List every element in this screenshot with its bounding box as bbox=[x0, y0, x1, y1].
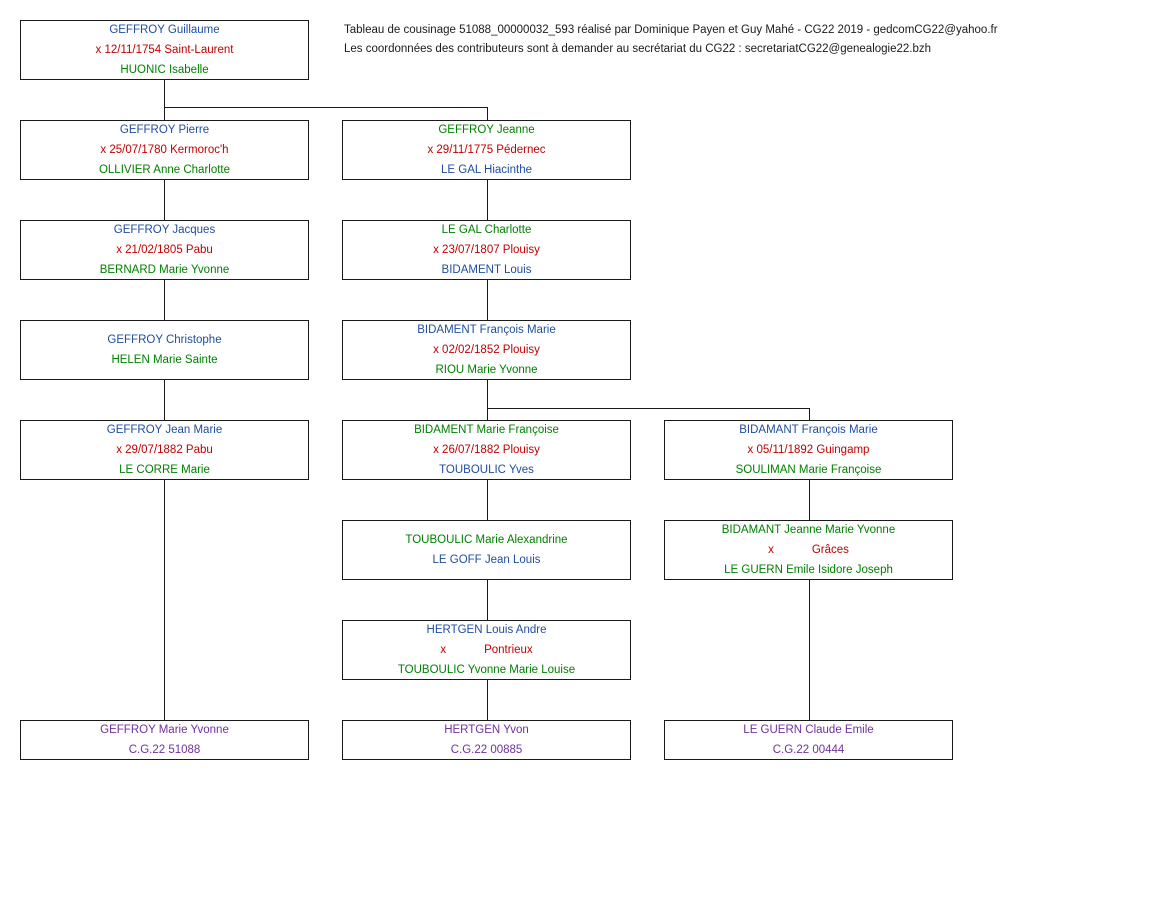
marriage-x: x bbox=[768, 544, 774, 556]
credits-line-2: Les coordonnées des contributeurs sont à demander au secrétariat du CG22 : secretariatCG22@genealogie22.bzh bbox=[344, 43, 932, 55]
marriage-info: x 23/07/1807 Plouisy bbox=[433, 244, 540, 256]
person-name: HERTGEN Yvon bbox=[444, 724, 529, 736]
marriage-info: x 21/02/1805 Pabu bbox=[116, 244, 213, 256]
person-name: GEFFROY Jean Marie bbox=[106, 424, 223, 436]
person-name: GEFFROY Guillaume bbox=[109, 24, 220, 36]
connector-line bbox=[164, 107, 487, 108]
spouse-name: BERNARD Marie Yvonne bbox=[99, 264, 230, 276]
marriage-info: x 02/02/1852 Plouisy bbox=[433, 344, 540, 356]
connector-line bbox=[487, 280, 488, 320]
marriage-info bbox=[343, 640, 630, 660]
marriage-info: x 25/07/1780 Kermoroc'h bbox=[100, 144, 229, 156]
spouse-name: HELEN Marie Sainte bbox=[111, 354, 218, 366]
connector-line bbox=[809, 580, 810, 720]
connector-line bbox=[487, 408, 809, 409]
person-name: GEFFROY Jeanne bbox=[438, 124, 535, 136]
person-box-geffroy-marie-yvonne[interactable] bbox=[20, 720, 309, 760]
chart-credits bbox=[344, 21, 1144, 59]
connector-line bbox=[487, 580, 488, 620]
person-box-bidament-francois-marie[interactable] bbox=[342, 320, 631, 380]
marriage-info: x 26/07/1882 Plouisy bbox=[433, 444, 540, 456]
person-box-geffroy-guillaume[interactable] bbox=[20, 20, 309, 80]
person-name: GEFFROY Pierre bbox=[119, 124, 210, 136]
connector-line bbox=[487, 107, 488, 120]
person-name: GEFFROY Jacques bbox=[113, 224, 216, 236]
person-box-touboulic-marie-alexandrine[interactable] bbox=[342, 520, 631, 580]
connector-line bbox=[809, 408, 810, 420]
person-name: GEFFROY Marie Yvonne bbox=[100, 724, 229, 736]
connector-line bbox=[487, 480, 488, 520]
spouse-name: BIDAMENT Louis bbox=[441, 264, 532, 276]
spouse-name: LE CORRE Marie bbox=[119, 464, 210, 476]
connector-line bbox=[487, 680, 488, 720]
reference-number: C.G.22 51088 bbox=[128, 744, 201, 756]
marriage-info bbox=[665, 540, 952, 560]
person-box-geffroy-jeanne[interactable] bbox=[342, 120, 631, 180]
connector-line bbox=[164, 280, 165, 320]
connector-line bbox=[164, 79, 165, 107]
person-box-le-guern-claude-emile[interactable] bbox=[664, 720, 953, 760]
person-box-le-gal-charlotte[interactable] bbox=[342, 220, 631, 280]
person-box-bidamant-jeanne-marie-yvonne[interactable] bbox=[664, 520, 953, 580]
person-box-hertgen-yvon[interactable] bbox=[342, 720, 631, 760]
spouse-name: LE GAL Hiacinthe bbox=[441, 164, 532, 176]
marriage-info: x 29/11/1775 Pédernec bbox=[427, 144, 546, 156]
person-box-geffroy-pierre[interactable] bbox=[20, 120, 309, 180]
spouse-name: LE GUERN Emile Isidore Joseph bbox=[724, 564, 893, 576]
spouse-name: SOULIMAN Marie Françoise bbox=[735, 464, 882, 476]
person-name: BIDAMANT Jeanne Marie Yvonne bbox=[721, 524, 896, 536]
person-name: GEFFROY Christophe bbox=[107, 334, 222, 346]
spouse-name: TOUBOULIC Yves bbox=[439, 464, 534, 476]
person-box-hertgen-louis-andre[interactable] bbox=[342, 620, 631, 680]
connector-line bbox=[164, 380, 165, 420]
person-name: HERTGEN Louis Andre bbox=[426, 624, 547, 636]
person-box-geffroy-jacques[interactable] bbox=[20, 220, 309, 280]
connector-line bbox=[487, 380, 488, 408]
connector-line bbox=[164, 480, 165, 720]
spouse-name: LE GOFF Jean Louis bbox=[432, 554, 541, 566]
person-box-geffroy-jean-marie[interactable] bbox=[20, 420, 309, 480]
marriage-info: x 05/11/1892 Guingamp bbox=[747, 444, 870, 456]
person-name: LE GAL Charlotte bbox=[441, 224, 532, 236]
marriage-place: Pontrieux bbox=[484, 644, 533, 656]
person-name: TOUBOULIC Marie Alexandrine bbox=[405, 534, 568, 546]
marriage-x: x bbox=[440, 644, 447, 656]
connector-line bbox=[487, 408, 488, 420]
marriage-place: Grâces bbox=[811, 544, 849, 556]
person-name: BIDAMENT Marie Françoise bbox=[414, 424, 559, 436]
person-box-bidament-marie-francoise[interactable] bbox=[342, 420, 631, 480]
person-name: BIDAMENT François Marie bbox=[417, 324, 556, 336]
connector-line bbox=[809, 480, 810, 520]
person-box-geffroy-christophe[interactable] bbox=[20, 320, 309, 380]
person-name: LE GUERN Claude Emile bbox=[743, 724, 874, 736]
spouse-name: RIOU Marie Yvonne bbox=[435, 364, 538, 376]
reference-number: C.G.22 00444 bbox=[772, 744, 845, 756]
person-box-bidamant-francois-marie[interactable] bbox=[664, 420, 953, 480]
connector-line bbox=[487, 180, 488, 220]
person-name: BIDAMANT François Marie bbox=[739, 424, 878, 436]
connector-line bbox=[164, 107, 165, 120]
credits-line-1: Tableau de cousinage 51088_00000032_593 réalisé par Dominique Payen et Guy Mahé - CG22 2019 - gedcomCG22@yahoo.fr bbox=[344, 24, 998, 36]
marriage-info: x 12/11/1754 Saint-Laurent bbox=[95, 44, 234, 56]
spouse-name: OLLIVIER Anne Charlotte bbox=[98, 164, 231, 176]
spouse-name: HUONIC Isabelle bbox=[120, 64, 209, 76]
reference-number: C.G.22 00885 bbox=[450, 744, 523, 756]
spouse-name: TOUBOULIC Yvonne Marie Louise bbox=[397, 664, 576, 676]
connector-line bbox=[164, 180, 165, 220]
marriage-info: x 29/07/1882 Pabu bbox=[116, 444, 213, 456]
